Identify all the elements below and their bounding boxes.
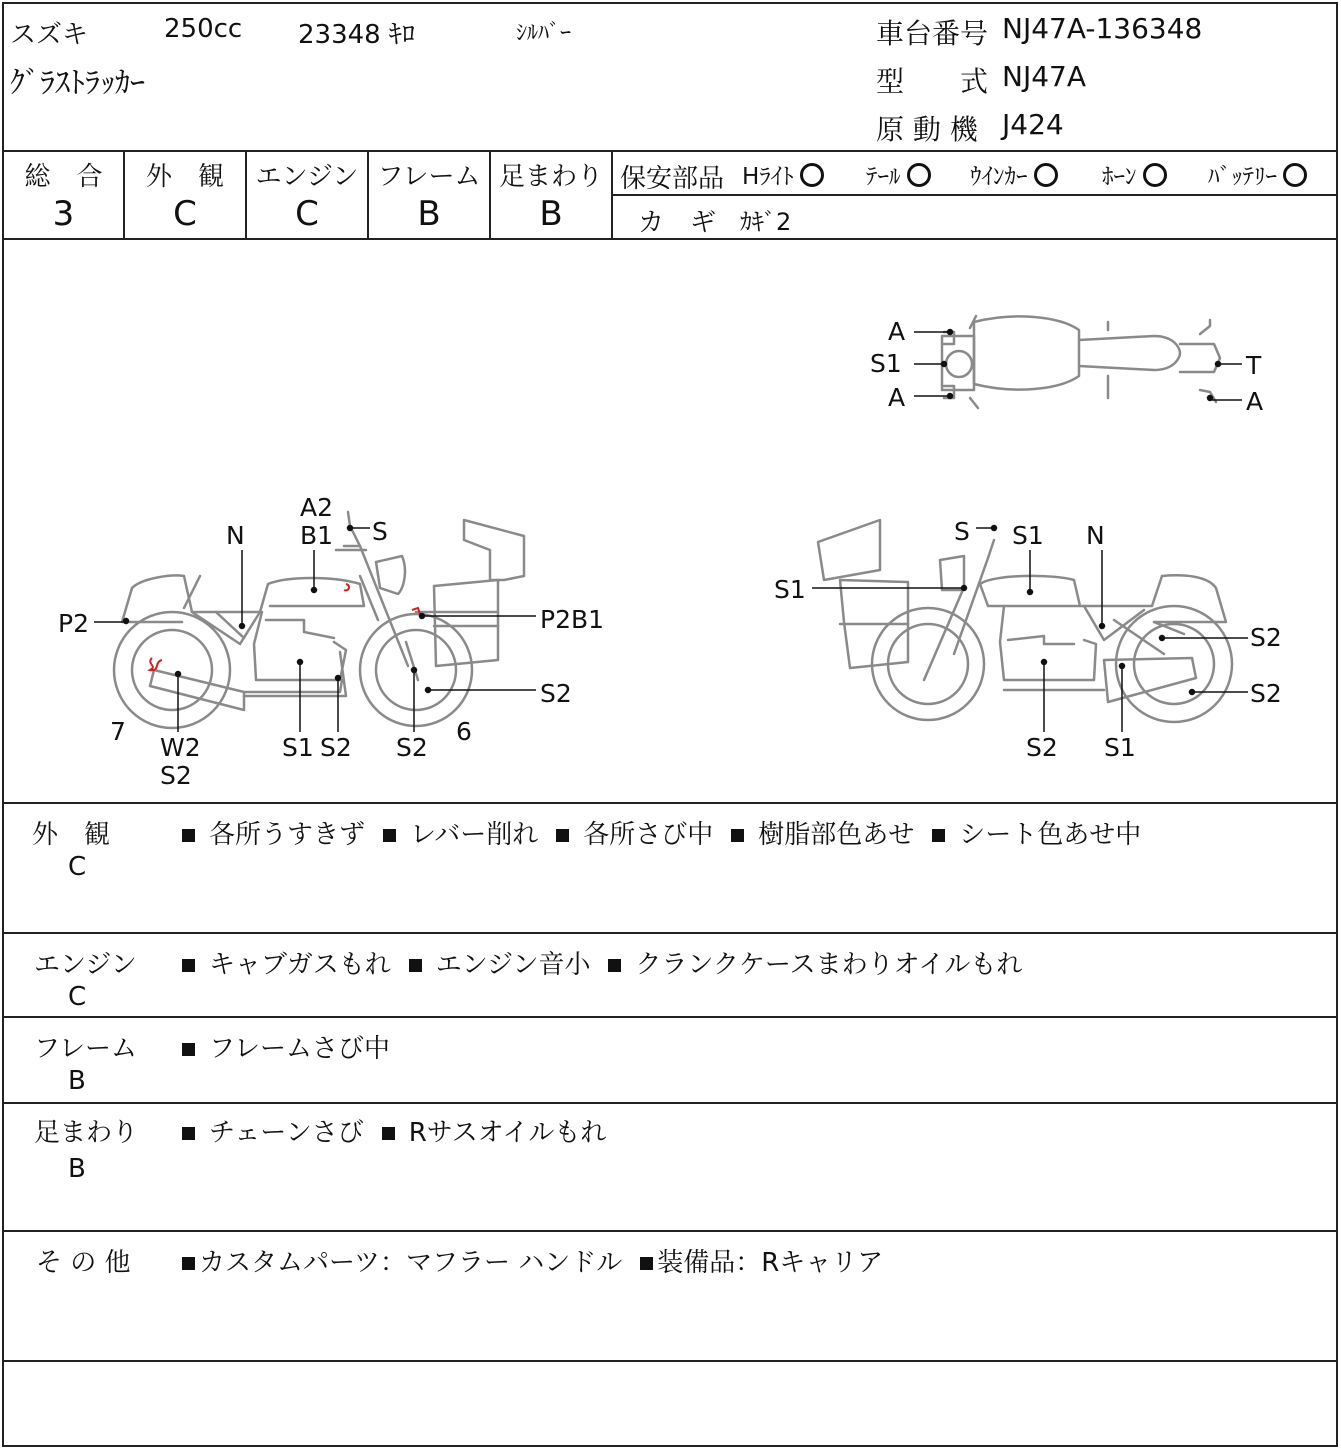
bullet-square-icon (383, 829, 396, 842)
grade-overall-value: 3 (52, 194, 75, 234)
diagram-label: A (888, 383, 906, 412)
bullet-square-icon (640, 1257, 653, 1270)
engine-value: J424 (1002, 108, 1064, 141)
diagram-label: N (1086, 521, 1105, 550)
diagram-label: P2B1 (540, 605, 605, 634)
remark-items-suspension (182, 1112, 624, 1149)
ok-circle-icon (1034, 163, 1058, 187)
safety-item-horn (1102, 158, 1167, 191)
bullet-square-icon (182, 959, 195, 972)
remark-category-suspension: 足まわり (34, 1118, 139, 1148)
diagram-label: N (226, 521, 245, 550)
defect-item: 各所さび中 (583, 820, 714, 850)
divider (4, 1016, 1336, 1018)
damage-mark (344, 584, 349, 590)
grade-frame-label: フレーム (377, 162, 481, 192)
remark-grade-engine: C (68, 982, 87, 1012)
model-name: ｸﾞﾗｽﾄﾗｯｶｰ (10, 66, 145, 101)
diagram-label: S1 (1012, 521, 1044, 550)
bullet-square-icon (731, 829, 744, 842)
safety-item-label: ﾃｰﾙ (866, 164, 901, 190)
key-value: ｶｷﾞ2 (740, 208, 792, 236)
key-label: カ ギ (638, 208, 717, 238)
defect-item: 樹脂部色あせ (758, 820, 915, 850)
engine-label: 原 動 機 (876, 113, 978, 146)
grade-exterior-label: 外 観 (145, 162, 224, 192)
divider (4, 150, 1336, 152)
remark-grade-suspension: B (68, 1154, 86, 1184)
bullet-square-icon (182, 1043, 195, 1056)
defect-item: 各所うすきず (209, 820, 366, 850)
diagram-label: T (1246, 351, 1262, 380)
safety-item-battery (1208, 158, 1307, 191)
remark-category-frame: フレーム (34, 1034, 137, 1064)
ok-circle-icon (1283, 163, 1307, 187)
bullet-square-icon (932, 829, 945, 842)
divider (4, 802, 1336, 804)
mileage: 23348 ｷﾛ (298, 20, 415, 50)
diagram-label: S (954, 517, 970, 546)
remark-items-frame (182, 1028, 408, 1065)
safety-item-tail (866, 158, 931, 191)
remark-items-engine (182, 944, 1040, 981)
grade-engine-label: エンジン (255, 162, 359, 192)
ok-circle-icon (1143, 163, 1167, 187)
grade-suspension-label: 足まわり (498, 162, 603, 192)
defect-item: シート色あせ中 (959, 820, 1142, 850)
diagram-label: S2 (396, 733, 428, 762)
diagram-label: S2 (1250, 623, 1282, 652)
remark-category-exterior: 外 観 (32, 820, 111, 850)
diagram-label: P2 (58, 609, 89, 638)
ok-circle-icon (800, 163, 824, 187)
safety-item-headlight (742, 158, 824, 191)
divider (4, 1230, 1336, 1232)
inspection-sheet (2, 2, 1338, 1447)
defect-item: キャブガスもれ (209, 950, 391, 980)
safety-item-label: Hﾗｲﾄ (742, 164, 794, 190)
diagram-label: S2 (540, 679, 572, 708)
bullet-square-icon (608, 959, 621, 972)
ok-circle-icon (907, 163, 931, 187)
safety-item-winker (970, 158, 1058, 191)
damage-mark (150, 658, 162, 670)
bullet-square-icon (382, 1127, 395, 1140)
bullet-square-icon (409, 959, 422, 972)
divider (4, 1360, 1336, 1362)
grade-frame-value: B (417, 194, 441, 234)
type-label: 型 式 (876, 65, 989, 98)
diagram-label: 7 (110, 717, 126, 746)
other-category: そ の 他 (36, 1248, 131, 1278)
diagram-label: S1 (774, 575, 806, 604)
grade-overall-label: 総 合 (24, 162, 103, 192)
defect-item: フレームさび中 (209, 1034, 390, 1064)
bullet-square-icon (182, 829, 195, 842)
remark-items-exterior (182, 814, 1159, 851)
diagram-label: S1 (282, 733, 314, 762)
safety-label: 保安部品 (620, 164, 725, 194)
grade-exterior-value: C (173, 194, 197, 234)
frame-no-label: 車台番号 (876, 17, 989, 50)
other-items (182, 1242, 901, 1279)
bullet-square-icon (556, 829, 569, 842)
diagram-label: B1 (300, 521, 334, 550)
frame-no: NJ47A-136348 (1002, 12, 1203, 45)
diagram-label: S2 (1026, 733, 1058, 762)
diagram-label: A (1246, 387, 1264, 416)
maker: スズキ (10, 20, 89, 50)
defect-item: エンジン音小 (435, 950, 591, 980)
diagram-label: S2 (1250, 679, 1282, 708)
remark-grade-exterior: C (68, 852, 87, 882)
other-item: カスタムパーツ：マフラー ハンドル (199, 1248, 623, 1278)
grade-engine-value: C (295, 194, 319, 234)
diagram-label: A2 (300, 493, 334, 522)
displacement: 250cc (164, 14, 243, 44)
type-value: NJ47A (1002, 60, 1086, 93)
bullet-square-icon (182, 1127, 195, 1140)
diagram-label: 6 (456, 717, 472, 746)
divider (4, 1102, 1336, 1104)
bike-diagram (4, 240, 1340, 806)
divider (4, 932, 1336, 934)
defect-item: チェーンさび (209, 1118, 364, 1148)
defect-item: レバー削れ (410, 820, 539, 850)
color: ｼﾙﾊﾞｰ (516, 21, 572, 46)
defect-item: Rサスオイルもれ (408, 1118, 607, 1148)
diagram-label: S1 (1104, 733, 1136, 762)
diagram-label: S1 (870, 349, 902, 378)
safety-item-label: ｳｲﾝｶｰ (970, 164, 1028, 190)
safety-item-label: ﾊﾞｯﾃﾘｰ (1208, 164, 1277, 190)
bike-right-view (818, 520, 1232, 722)
diagram-label: A (888, 317, 906, 346)
defect-item: クランクケースまわりオイルもれ (635, 950, 1023, 980)
other-item: 装備品：Rキャリア (657, 1248, 884, 1278)
diagram-label: S2 (320, 733, 352, 762)
remark-category-engine: エンジン (34, 950, 137, 980)
diagram-label: W2 (160, 733, 201, 762)
grade-suspension-value: B (539, 194, 563, 234)
bullet-square-icon (182, 1257, 195, 1270)
bike-top-view (942, 316, 1220, 408)
diagram-label: S (372, 517, 388, 546)
diagram-label: S2 (160, 761, 192, 790)
safety-item-label: ﾎｰﾝ (1102, 164, 1137, 190)
remark-grade-frame: B (68, 1066, 86, 1096)
